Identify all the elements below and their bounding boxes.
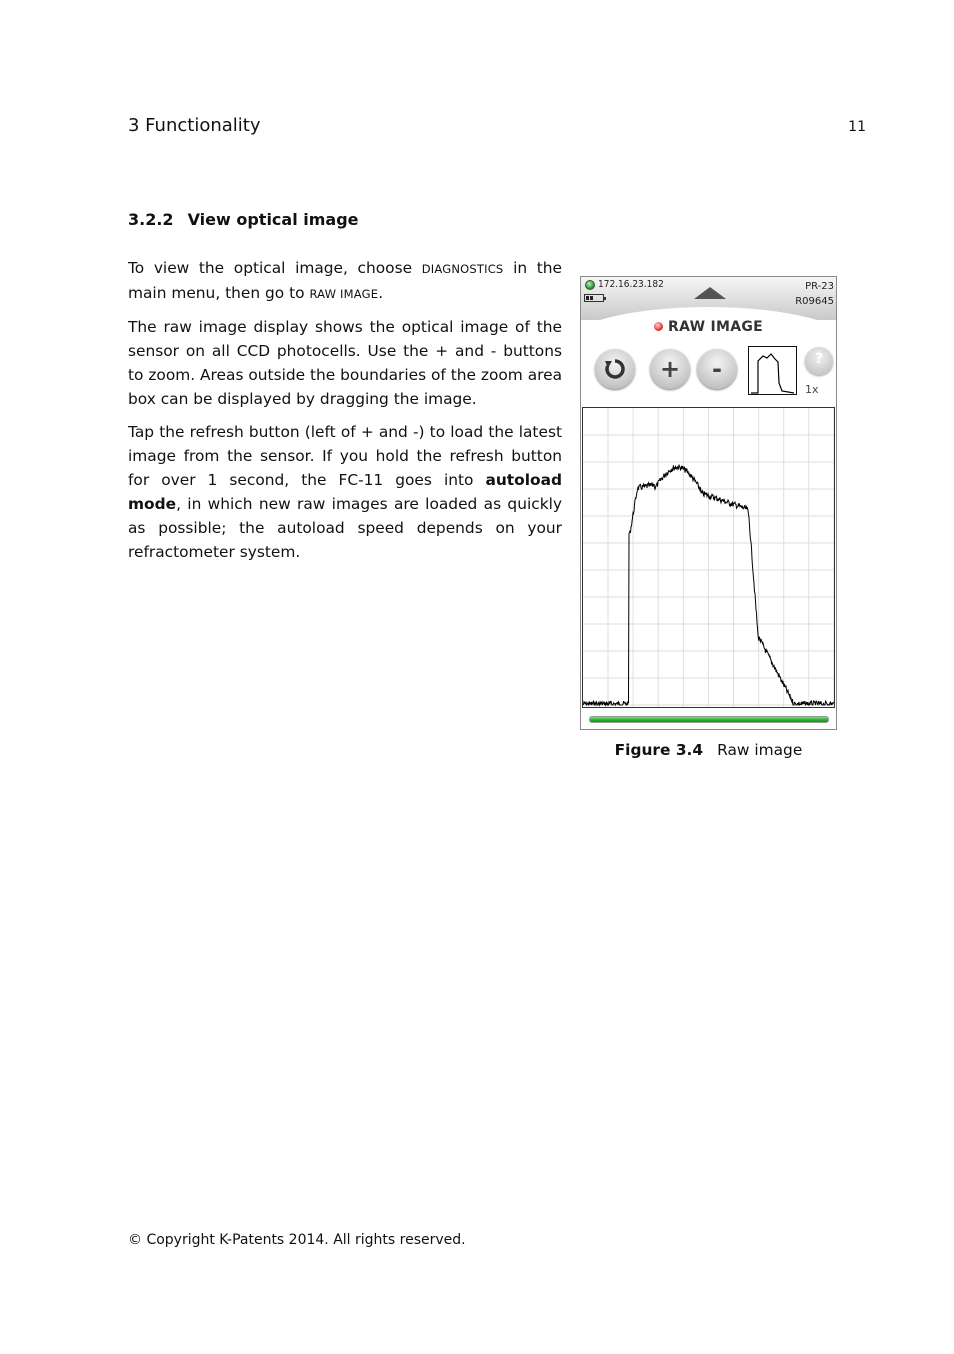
- figure-label: Figure 3.4: [614, 741, 704, 759]
- page-number: 11: [848, 119, 866, 135]
- battery-icon: [584, 294, 604, 302]
- status-bar: [581, 277, 836, 320]
- help-icon: ?: [814, 351, 824, 367]
- device-model: PR-23: [805, 281, 834, 292]
- paragraph-3: [128, 420, 562, 564]
- running-head: 3 Functionality: [128, 115, 261, 136]
- section-heading: [128, 210, 359, 229]
- zoom-in-button[interactable]: [650, 349, 690, 389]
- screen-title-text: RAW IMAGE: [668, 319, 764, 335]
- raw-image-screenshot: [580, 276, 837, 730]
- refresh-icon: [603, 357, 627, 381]
- raw-image-plot[interactable]: [582, 407, 835, 708]
- paragraph-1: [128, 256, 562, 306]
- figure-caption: [580, 741, 837, 759]
- connection-status-icon: [585, 280, 595, 290]
- screen-title: [654, 319, 763, 335]
- paragraph-1-text-a: To view the optical image, choose: [128, 259, 422, 277]
- raw-image-signal: [583, 408, 834, 707]
- help-button[interactable]: [805, 347, 833, 375]
- up-arrow-icon[interactable]: [694, 287, 726, 299]
- paragraph-3-text-a: Tap the refresh button (left of + and -) to load the latest image from the sensor. If you hold the refresh button for over 1 second, the FC-11 goes into: [128, 423, 562, 489]
- device-serial: R09645: [795, 296, 834, 307]
- paragraph-2: The raw image display shows the optical image of the sensor on all CCD photocells. Use the + and - buttons to zoom. Areas outside the boundaries of the zoom area box can be displayed by dragging the image.: [128, 318, 563, 408]
- section-title: View optical image: [187, 210, 359, 229]
- paragraph-1-text-c: .: [378, 284, 384, 302]
- paragraph-3-text-b: , in which new raw images are loaded as quickly as possible; the autoload speed depends on your refractometer system.: [128, 495, 562, 561]
- menu-term-diagnostics: DIAGNOSTICS: [421, 262, 504, 276]
- zoom-area-box[interactable]: [748, 346, 797, 395]
- device-id: [795, 279, 834, 309]
- paragraph-1-text-b: in the main menu, then go to: [128, 259, 562, 302]
- figure-caption-text: Raw image: [717, 741, 803, 759]
- zoom-out-button[interactable]: [697, 349, 737, 389]
- refresh-button[interactable]: [595, 349, 635, 389]
- ip-address: 172.16.23.182: [598, 279, 664, 290]
- zoom-out-label: -: [712, 355, 722, 383]
- body-text: [128, 256, 562, 573]
- section-number: 3.2.2: [128, 210, 174, 229]
- copyright-footer: © Copyright K-Patents 2014. All rights reserved.: [128, 1232, 466, 1248]
- zoom-level: 1x: [805, 383, 819, 396]
- menu-term-raw-image: RAW IMAGE: [309, 287, 379, 301]
- autoload-mode-term: autoload mode: [128, 471, 562, 513]
- zoom-in-label: +: [659, 355, 681, 383]
- zoom-thumbnail: [749, 347, 796, 394]
- progress-bar: [589, 716, 829, 723]
